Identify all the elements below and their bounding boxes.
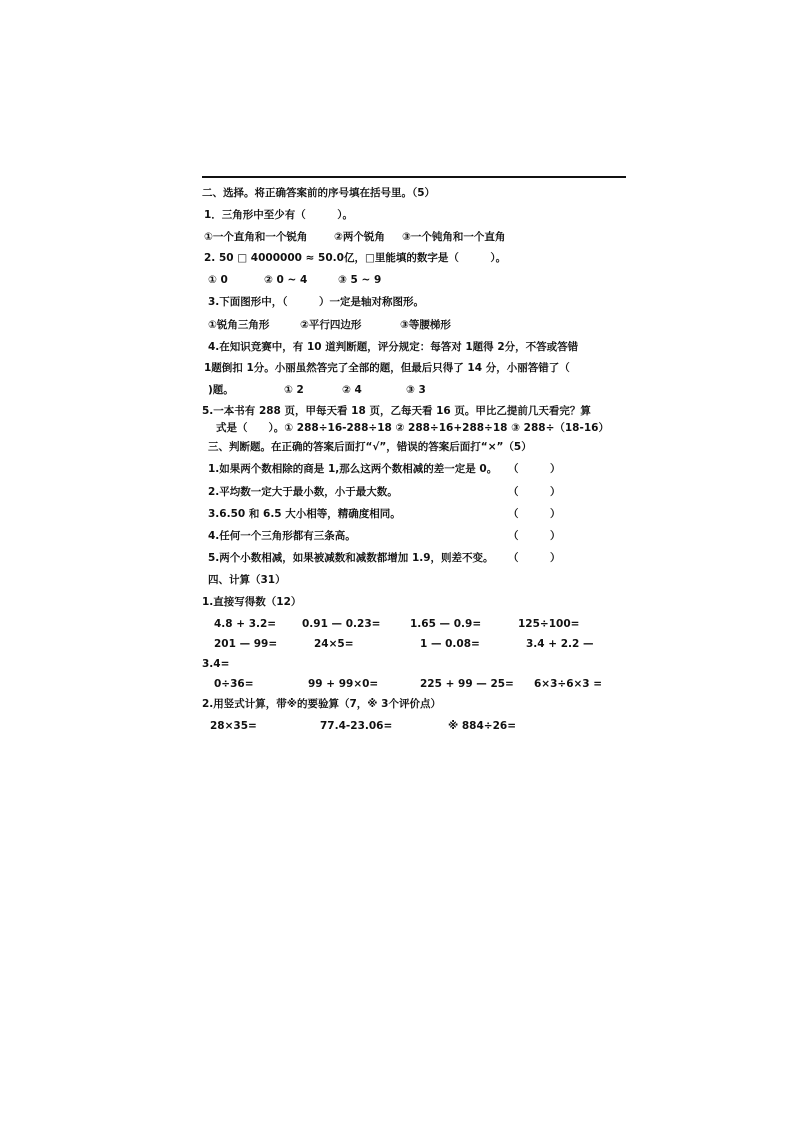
- calc-3-1: 0÷36=: [214, 678, 254, 690]
- judge-item-4-paren: （ ）: [508, 530, 561, 542]
- calc-2-4: 3.4 + 2.2 —: [526, 638, 594, 650]
- section4-title: 四、计算（31）: [208, 574, 286, 586]
- q4-option-1: ① 2: [284, 384, 304, 396]
- q1-option-2: ②两个锐角: [334, 231, 385, 243]
- calc-2-3: 1 — 0.08=: [420, 638, 480, 650]
- judge-item-5-text: 5.两个小数相减，如果被减数和减数都增加 1.9，则差不变。: [208, 552, 494, 564]
- sub2-title: 2.用竖式计算，带※的要验算（7，※ 3个评价点）: [202, 698, 441, 710]
- q3-option-1: ①锐角三角形: [208, 319, 270, 331]
- vcalc-2: 77.4-23.06=: [320, 720, 393, 732]
- judge-item-5-paren: （ ）: [508, 552, 561, 564]
- section2-title: 二、选择。将正确答案前的序号填在括号里。（5）: [202, 187, 436, 199]
- calc-2-2: 24×5=: [314, 638, 354, 650]
- top-rule: [202, 176, 626, 178]
- q2-stem: 2. 50 □ 4000000 ≈ 50.0亿，□里能填的数字是（ ）。: [204, 252, 507, 264]
- calc-1-3: 1.65 — 0.9=: [410, 618, 482, 630]
- calc-3-3: 225 + 99 — 25=: [420, 678, 514, 690]
- vcalc-1: 28×35=: [210, 720, 257, 732]
- calc-1-1: 4.8 + 3.2=: [214, 618, 277, 630]
- judge-item-2-text: 2.平均数一定大于最小数，小于最大数。: [208, 486, 398, 498]
- q4-option-3: ③ 3: [406, 384, 426, 396]
- calc-1-4: 125÷100=: [518, 618, 580, 630]
- q3-option-2: ②平行四边形: [300, 319, 362, 331]
- calc-2-1: 201 — 99=: [214, 638, 278, 650]
- q2-option-3: ③ 5 ~ 9: [338, 274, 382, 286]
- judge-item-4-text: 4.任何一个三角形都有三条高。: [208, 530, 356, 542]
- calc-3-4: 6×3÷6×3 =: [534, 678, 603, 690]
- q1-option-3: ③一个钝角和一个直角: [402, 231, 506, 243]
- q4-line1: 4.在知识竞赛中，有 10 道判断题，评分规定：每答对 1题得 2分，不答或答错: [208, 341, 579, 353]
- q3-option-3: ③等腰梯形: [400, 319, 451, 331]
- q5-line1: 5.一本书有 288 页，甲每天看 18 页，乙每天看 16 页。甲比乙提前几天看完？算: [202, 405, 591, 417]
- vcalc-3: ※ 884÷26=: [448, 720, 516, 732]
- q1-option-1: ①一个直角和一个锐角: [204, 231, 308, 243]
- judge-item-2-paren: （ ）: [508, 486, 561, 498]
- sub1-title: 1.直接写得数（12）: [202, 596, 302, 608]
- calc-2-4-wrap: 3.4=: [202, 658, 230, 670]
- q4-option-2: ② 4: [342, 384, 362, 396]
- calc-3-2: 99 + 99×0=: [308, 678, 379, 690]
- q4-blank: )题。: [208, 384, 234, 396]
- q1-stem: 1．三角形中至少有（ ）。: [204, 209, 354, 221]
- q2-option-1: ① 0: [208, 274, 228, 286]
- judge-item-1-text: 1.如果两个数相除的商是 1,那么这两个数相减的差一定是 0。: [208, 463, 498, 475]
- q4-line2: 1题倒扣 1分。小丽虽然答完了全部的题，但最后只得了 14 分，小丽答错了（: [204, 362, 570, 374]
- calc-1-2: 0.91 — 0.23=: [302, 618, 381, 630]
- judge-item-1-paren: （ ）: [508, 463, 561, 475]
- section3-title: 三、判断题。在正确的答案后面打“√”，错误的答案后面打“×”（5）: [208, 441, 532, 453]
- q5-line2: 式是（ ）。① 288÷16-288÷18 ② 288÷16+288÷18 ③ 288÷（18-16）: [216, 422, 609, 434]
- q2-option-2: ② 0 ~ 4: [264, 274, 308, 286]
- judge-item-3-paren: （ ）: [508, 508, 561, 520]
- q3-stem: 3.下面图形中，（ ）一定是轴对称图形。: [208, 296, 425, 308]
- judge-item-3-text: 3.6.50 和 6.5 大小相等，精确度相同。: [208, 508, 401, 520]
